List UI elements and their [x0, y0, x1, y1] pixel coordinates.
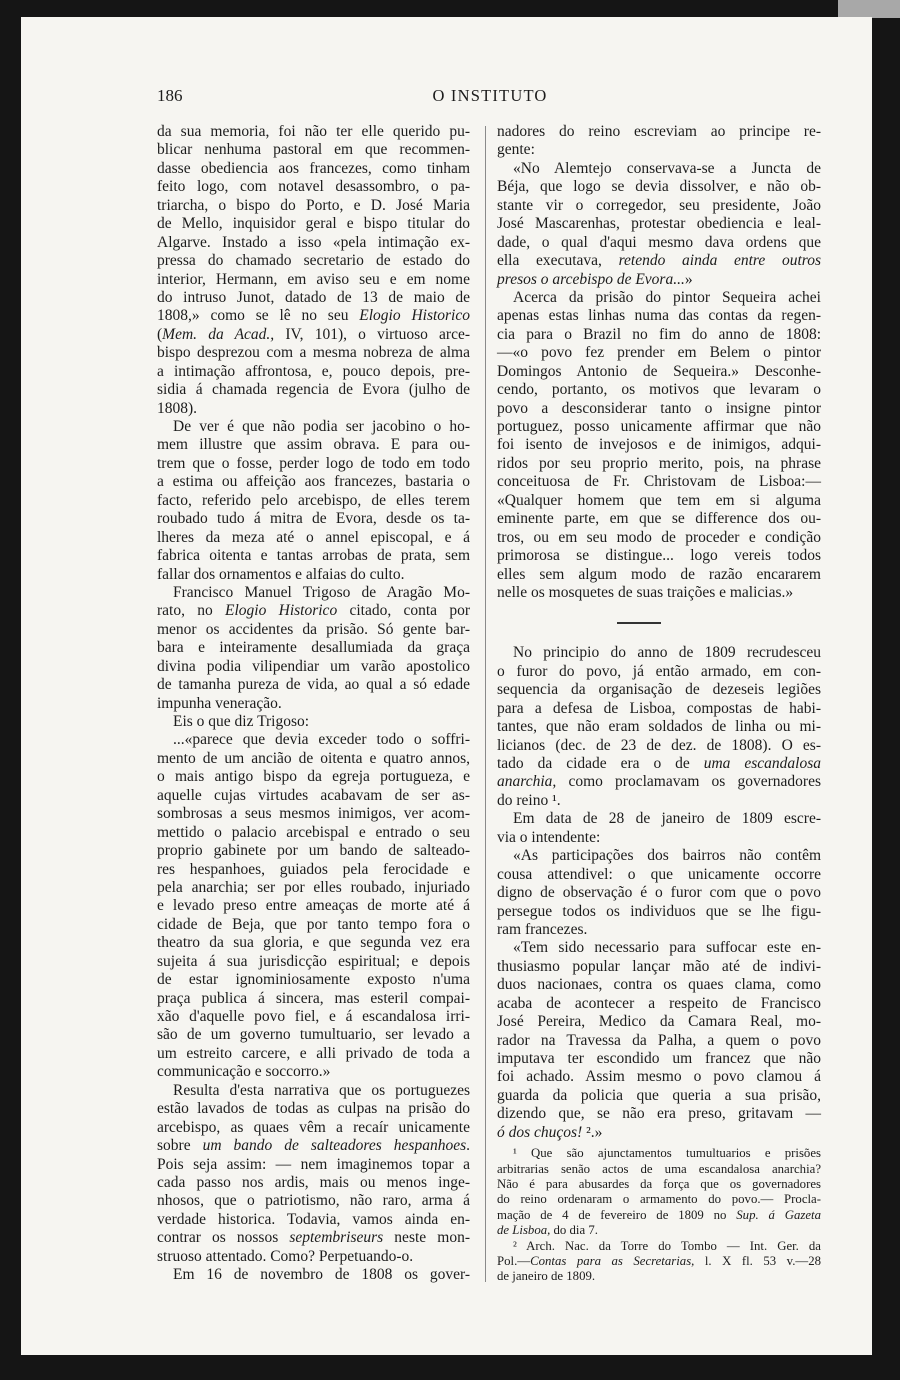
- section-separator: [497, 602, 821, 644]
- text-line: de tamanha pureza de vida, ao qual a só edade: [157, 676, 470, 694]
- text-line: para a defesa de Lisboa, compostas de habi-: [497, 699, 821, 717]
- text-line: ¹ Que são ajunctamentos tumultuarios e prisões: [513, 1146, 821, 1161]
- text-segment: (: [157, 325, 163, 343]
- text-line: res hespanhoes, guiados pela ferocidade e: [157, 860, 470, 878]
- block-quote: [497, 939, 821, 1142]
- text-segment: ella executava,: [497, 252, 619, 270]
- text-segment: do dia 7.: [550, 1223, 598, 1238]
- text-line: impunha veneração.: [157, 694, 282, 712]
- text-line: a estima ou affeição aos francezes, bastaria o: [157, 473, 470, 491]
- block-quote: [157, 731, 470, 1081]
- text-line: pressa do chamado secretario de estado do: [157, 252, 470, 270]
- text-segment: rato, no: [157, 602, 226, 620]
- text-line: [497, 773, 821, 791]
- paragraph: [497, 123, 821, 160]
- text-line: arcebispo, as quaes vêm a recaír unicamente: [157, 1118, 470, 1136]
- text-line: [157, 326, 470, 344]
- text-line: um estreito carcere, e alli privado de toda a: [157, 1044, 470, 1062]
- text-line: aquelle cujas virtudes acabavam de ser as-: [157, 786, 470, 804]
- text-line: mettido o palacio arcebispal e entrado o seu: [157, 823, 470, 841]
- text-line: interior, Hermann, em aviso seu e em nome: [157, 270, 470, 288]
- text-line: elles sem algum modo de razão encararem: [497, 565, 821, 583]
- text-line: [497, 1223, 821, 1238]
- text-line: via o intendente:: [497, 828, 601, 846]
- text-line: «Qualquer homem que tem em si alguma: [497, 491, 821, 509]
- text-line: Francisco Manuel Trigoso de Aragão Mo-: [173, 583, 470, 601]
- text-line: guarda da policia que queria a sua prisão,: [497, 1086, 821, 1104]
- text-line: do reino ordenaram o armamento do povo.— Procla-: [497, 1192, 821, 1207]
- text-line: da sua memoria, foi não ter elle querido pu-: [157, 123, 470, 140]
- text-line: trem que o fosse, perder logo de todo em todo: [157, 454, 470, 472]
- text-line: mento de um ancião de oitenta e quatro annos,: [157, 749, 470, 767]
- text-line: apenas estas linhas numa das contas da regen-: [497, 307, 821, 325]
- paragraph: [497, 644, 821, 810]
- italic-text: ó dos chuços!: [497, 1123, 583, 1141]
- text-line: [157, 602, 470, 620]
- paragraph: [497, 810, 821, 847]
- text-line: foi achado. Assim mesmo o povo clamou á: [497, 1068, 821, 1086]
- text-line: mem illustre que assim obrava. E para ou-: [157, 436, 470, 454]
- text-line: José Pereira, Medico da Camara Real, mo-: [497, 1013, 821, 1031]
- text-line: Eis o que diz Trigoso:: [173, 713, 310, 730]
- text-line: [497, 1254, 821, 1269]
- text-line: stante vir o corregedor, seu presidente, João: [497, 196, 821, 214]
- text-line: Algarve. Instado a isso «pela intimação ex-: [157, 233, 470, 251]
- text-line: fallar dos ornamentos e alfaias do culto.: [157, 565, 405, 583]
- text-line: [497, 1208, 821, 1223]
- text-line: No principio do anno de 1809 recrudesceu: [513, 644, 821, 662]
- footnote: [497, 1146, 821, 1238]
- text-line: duos nacionaes, contra os quaes clama, como: [497, 976, 821, 994]
- text-line: cia para o Brazil no fim do anno de 1808:: [497, 325, 821, 343]
- paragraph-continued: [157, 1266, 470, 1284]
- paragraph: [497, 289, 821, 602]
- text-line: estão lavados de todas as culpas na prisão do: [157, 1100, 470, 1118]
- italic-text: Elogio Historico: [225, 602, 338, 620]
- italic-text: Contas para as Secretarias,: [530, 1253, 695, 1268]
- block-quote: [497, 847, 821, 939]
- text-line: menor os accidentes da prisão. Só gente bar-: [157, 620, 470, 638]
- text-line: Domingos Antonio de Sequeira.» Desconhe-: [497, 362, 821, 380]
- text-line: theatro da sua gloria, e que segunda vez era: [157, 934, 470, 952]
- text-line: [157, 307, 470, 325]
- text-segment: Pol.—: [497, 1253, 531, 1268]
- text-line: foi isento de invejosos e de inimigos, adqui-: [497, 436, 821, 454]
- text-line: ridos por seu proprio merito, pois, na phrase: [497, 454, 821, 472]
- text-line: primorosa se distingue... logo vereis todos: [497, 547, 821, 565]
- text-line: de Mello, inquisidor geral e bispo titular do: [157, 215, 470, 233]
- text-line: —«o povo fez prender em Belem o pintor: [497, 344, 821, 362]
- text-line: Béja, que logo se devia dissolver, e não ob-: [497, 178, 821, 196]
- text-segment: 1808,» como se lê no seu: [157, 307, 360, 325]
- text-line: communicação e soccorro.»: [157, 1063, 331, 1081]
- text-line: ram francezes.: [497, 920, 588, 938]
- separator-rule: [617, 622, 661, 623]
- paragraph: [157, 584, 470, 713]
- text-line: o furor do povo, já então armado, em con-: [497, 662, 821, 680]
- text-line: nadores do reino escreviam ao principe re-: [497, 123, 821, 140]
- paragraph: [157, 1082, 470, 1266]
- page-number: 186: [157, 86, 183, 105]
- text-segment: como proclamavam os governadores: [556, 773, 821, 791]
- text-line: cendo, portanto, os motivos que levaram o: [497, 381, 821, 399]
- text-line: imputava ter escondido um francez que não: [497, 1050, 821, 1067]
- text-segment: .: [466, 1137, 470, 1155]
- text-line: [497, 1124, 821, 1142]
- text-line: feito logo, com notavel desassombro, o pa-: [157, 178, 470, 196]
- scan-corner-shadow: [838, 0, 900, 18]
- text-segment: mação de 4 de fevereiro de 1809 no: [497, 1207, 737, 1222]
- text-line: Em 16 de novembro de 1808 os gover-: [173, 1266, 470, 1284]
- text-line: proprio gabinete por um bando de salteado-: [157, 842, 470, 860]
- left-column: [157, 123, 470, 1285]
- text-line: triarcha, o bispo do Porto, e D. José Maria: [157, 196, 470, 214]
- italic-text: presos o arcebispo de Evora...: [497, 270, 685, 288]
- text-line: rador na Travessa da Palha, a quem o povo: [497, 1031, 821, 1049]
- text-segment: sobre: [157, 1137, 203, 1155]
- text-line: licianos (dec. de 23 de dez. de 1808). O es-: [497, 736, 821, 754]
- text-line: cousa attendivel: o que unicamente occorre: [497, 865, 821, 883]
- text-line: dasse obediencia aos francezes, como tinham: [157, 159, 470, 177]
- text-line: e levado preso entre ameaças de morte até á: [157, 897, 470, 915]
- text-line: «No Alemtejo conservava-se a Juncta de: [513, 159, 821, 177]
- italic-text: de Lisboa,: [497, 1223, 551, 1238]
- text-line: De ver é que não podia ser jacobino o ho-: [173, 418, 470, 435]
- text-line: gente:: [497, 141, 535, 159]
- text-line: Em data de 28 de janeiro de 1809 escre-: [513, 810, 821, 828]
- text-line: facto, referido pelo arcebispo, de elles terem: [157, 491, 470, 509]
- text-line: sombrosas a seus mesmos inimigos, ver acom-: [157, 805, 470, 823]
- text-line: são de um governo tumultuario, ser levado a: [157, 1026, 470, 1044]
- text-line: verdade historica. Todavia, vamos ainda en-: [157, 1210, 470, 1228]
- text-line: persegue todos os individuos que se lhe figu-: [497, 902, 821, 920]
- text-segment: citado, conta por: [337, 602, 470, 620]
- text-line: [497, 252, 821, 270]
- text-line: Não é para abusardes da força que os governadores: [497, 1176, 821, 1191]
- text-segment: tado da cidade era o de: [497, 755, 704, 772]
- text-line: xão d'aquelle povo fiel, e á escandalosa irri-: [157, 1008, 470, 1025]
- block-quote: [497, 160, 821, 289]
- text-line: eminente parte, em que se difference dos ou-: [497, 510, 821, 528]
- text-line: roubado tudo á mitra de Evora, desde os ta-: [157, 510, 470, 528]
- text-line: tros, ou em seu modo de proceder e condição: [497, 528, 821, 546]
- text-segment: ².»: [582, 1123, 603, 1141]
- italic-text: retendo ainda entre outros: [618, 252, 821, 270]
- text-line: de estar ignominiosamente exposto n'uma: [157, 971, 470, 989]
- text-line: tantes, que não eram soldados de linha ou mi-: [497, 718, 821, 736]
- footnote: [497, 1239, 821, 1285]
- text-line: do reino ¹.: [497, 791, 561, 809]
- text-line: [497, 271, 821, 289]
- text-line: José Mascarenhas, protestar obediencia e leal-: [497, 215, 821, 233]
- text-line: de janeiro de 1809.: [497, 1269, 596, 1284]
- text-segment: l. X fl. 53 v.—28: [694, 1253, 821, 1268]
- text-line: thusiasmo popular lançar mão até de indivi-: [497, 957, 821, 975]
- italic-text: Sup. á Gazeta: [736, 1207, 821, 1222]
- column-divider: [485, 126, 486, 1282]
- italic-text: Mem. da Acad.,: [162, 325, 275, 343]
- text-line: pela anarchia; ser por elles roubado, injuriado: [157, 878, 470, 896]
- text-line: divina podia vilipendiar um varão apostolico: [157, 657, 470, 675]
- text-line: [157, 1137, 470, 1155]
- text-line: sequencia da organisação de dezeseis legiões: [497, 681, 821, 699]
- italic-text: uma escandalosa: [703, 755, 822, 772]
- text-line: ² Arch. Nac. da Torre do Tombo — Int. Ger. da: [513, 1238, 821, 1253]
- text-line: «As participações dos bairros não contêm: [513, 847, 821, 865]
- text-line: [157, 1229, 470, 1247]
- text-line: lheres da meza até o annel episcopal, e á: [157, 528, 470, 546]
- text-line: bara e inteiramente desallumiada da graça: [157, 639, 470, 657]
- right-column: [497, 123, 821, 1285]
- paragraph: [157, 418, 470, 584]
- text-line: arbitrarias senão actos de uma escandalosa anarchia?: [497, 1161, 821, 1176]
- text-line: Pois seja assim: — nem imaginemos topar a: [157, 1155, 470, 1173]
- text-line: sidia á chamada regencia de Evora (julho de: [157, 381, 470, 399]
- text-segment: »: [684, 270, 693, 288]
- text-line: dizendo que, se não era preso, gritavam —: [497, 1105, 821, 1123]
- text-line: do intruso Junot, datado de 13 de maio de: [157, 288, 470, 306]
- text-line: fabrica oitenta e tantas arrobas de prata, sem: [157, 547, 470, 565]
- text-line: blicar nenhuma pastoral em que recommen-: [157, 141, 470, 159]
- text-line: povo a desconsiderar tanto o insigne pintor: [497, 399, 821, 417]
- text-line: 1808).: [157, 399, 198, 417]
- text-line: a intimação affrontosa, e, pouco depois, pre-: [157, 362, 470, 380]
- text-line: nhosos, que o patriotismo, não raro, arma á: [157, 1192, 470, 1210]
- text-segment: contrar os nossos: [157, 1229, 290, 1247]
- text-line: bispo desprezou com a mesma nobreza de alma: [157, 344, 470, 362]
- running-title: O INSTITUTO: [432, 86, 548, 105]
- text-line: digno de observação é o furor com que o povo: [497, 884, 821, 902]
- text-line: o mais antigo bispo da egreja portugueza, e: [157, 768, 470, 786]
- text-line: struoso attentado. Como? Perpetuando-o.: [157, 1247, 414, 1265]
- italic-text: anarchia,: [497, 773, 557, 791]
- italic-text: um bando de salteadores hespanhoes: [202, 1137, 467, 1155]
- text-line: cada passo nos ardis, mais ou menos inge-: [157, 1173, 470, 1191]
- text-line: praça publica á sincera, mas esteril compai-: [157, 989, 470, 1007]
- paragraph: [157, 713, 470, 731]
- footnotes: [497, 1146, 821, 1285]
- text-line: Resulta d'esta narrativa que os portuguezes: [173, 1081, 470, 1099]
- text-line: nelle os mosquetes de suas traições e malicias.»: [497, 583, 794, 601]
- text-line: ...«parece que devia exceder todo o soffri-: [173, 731, 470, 749]
- text-segment: neste mon-: [383, 1229, 470, 1247]
- text-line: cidade de Beja, que por tanto tempo fora o: [157, 915, 470, 933]
- text-line: [497, 755, 821, 773]
- paragraph: [157, 123, 470, 418]
- text-line: conceituosa de Fr. Christovam de Lisboa:—: [497, 473, 821, 491]
- text-line: «Tem sido necessario para suffocar este en-: [513, 939, 821, 957]
- text-line: portuguez, posso unicamente affirmar que não: [497, 418, 821, 435]
- italic-text: septembriseurs: [289, 1229, 384, 1247]
- text-line: Acerca da prisão do pintor Sequeira achei: [513, 288, 821, 306]
- text-line: sujeita á sua jurisdicção espiritual; e depois: [157, 952, 470, 970]
- text-line: dade, o qual d'aqui mesmo dava ordens que: [497, 233, 821, 251]
- text-line: acaba de acontecer a respeito de Francisco: [497, 994, 821, 1012]
- italic-text: Elogio Historico: [359, 307, 470, 325]
- text-segment: IV, 101), o virtuoso arce-: [274, 325, 470, 343]
